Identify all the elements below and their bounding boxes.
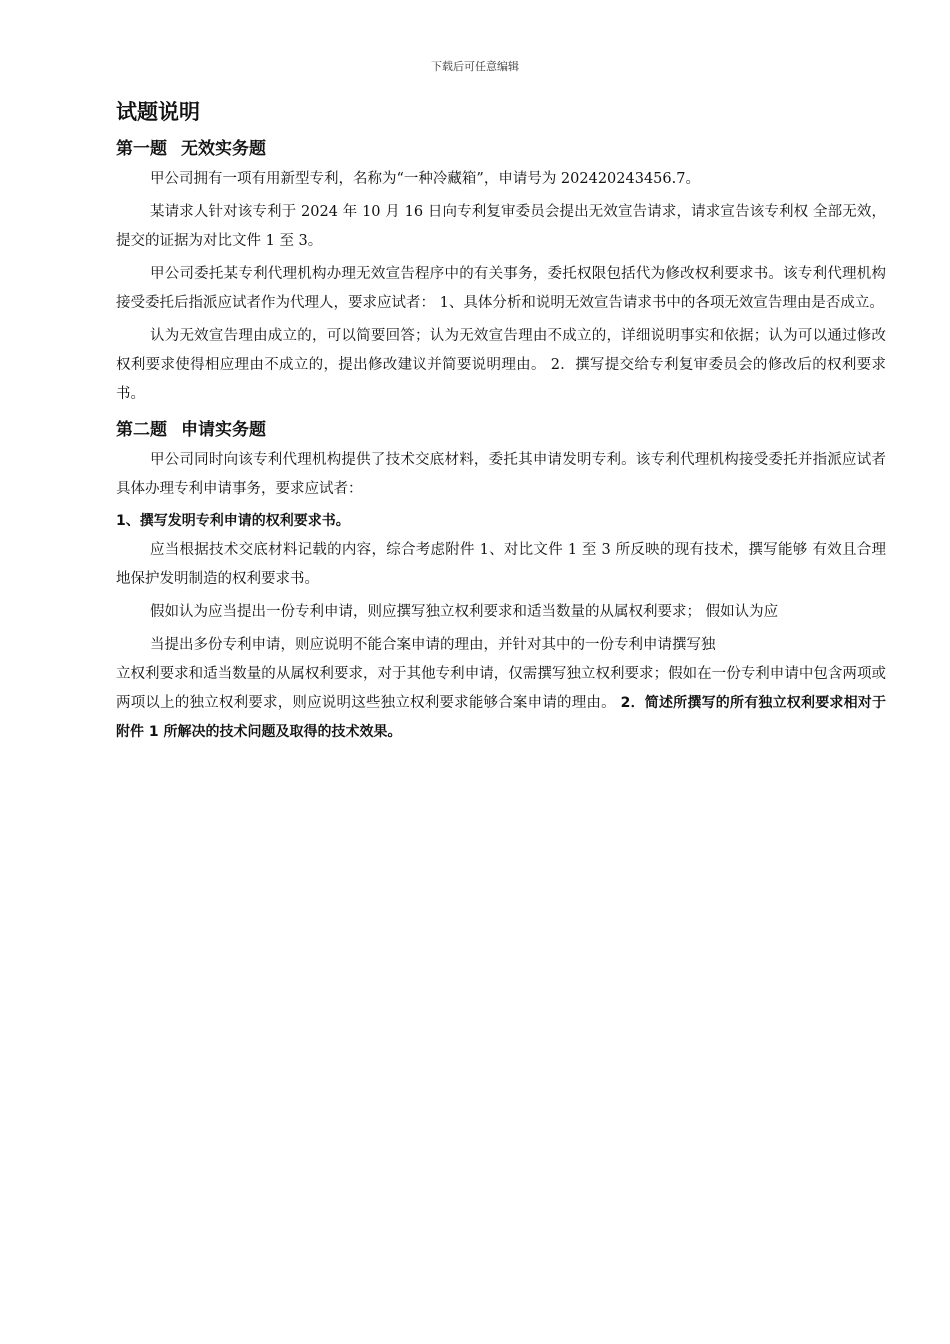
section-1-paragraph-3: 甲公司委托某专利代理机构办理无效宣告程序中的有关事务，委托权限包括代为修改权利要求书。该专利代理机构接受委托后指派应试者作为代理人，要求应试者： 1、具体分析和说明无效宣告请求书中的各项无效宣告理由是否成立。	[116, 266, 886, 311]
section-2-name: 申请实务题	[181, 420, 266, 440]
section-2-paragraph-3a: 假如认为应当提出一份专利申请，则应撰写独立权利要求和适当数量的从属权利要求； 假如认为应	[150, 604, 779, 620]
section-2-item-1: 1、撰写发明专利申请的权利要求书。	[116, 513, 350, 529]
section-2-heading	[116, 415, 886, 440]
section-1-paragraph-4: 认为无效宣告理由成立的，可以简要回答；认为无效宣告理由不成立的，详细说明事实和依据；认为可以通过修改权利要求使得相应理由不成立的，提出修改建议并简要说明理由。 2．撰写提交给专利复审委员会的修改后的权利要求书。	[116, 328, 886, 402]
section-2-paragraph-3b: 当提出多份专利申请，则应说明不能合案申请的理由，并针对其中的一份专利申请撰写独	[150, 637, 716, 653]
document-title: 试题说明	[116, 100, 200, 124]
section-1-paragraph-1: 甲公司拥有一项有用新型专利，名称为“一种冷藏箱”，申请号为 202420243456.7。	[150, 171, 700, 187]
section-2-number: 第二题	[116, 420, 167, 440]
section-2-paragraph-3c-text: 立权利要求和适当数量的从属权利要求，对于其他专利申请，仅需撰写独立权利要求；假如在一份专利申请中包含两项或两项以上的独立权利要求，则应说明这些独立权利要求能够合案申请的理由。	[116, 666, 886, 711]
section-2-item-2: 2．简述所撰写的所有独立权利要求相对于附件 1 所解决的技术问题及取得的技术效果。	[116, 695, 886, 740]
section-2-paragraph-2: 应当根据技术交底材料记载的内容，综合考虑附件 1、对比文件 1 至 3 所反映的现有技术，撰写能够 有效且合理地保护发明制造的权利要求书。	[116, 542, 886, 587]
section-1-name: 无效实务题	[181, 139, 266, 159]
section-2-paragraph-3c	[116, 660, 886, 747]
document-body	[116, 92, 886, 747]
section-1-paragraph-2: 某请求人针对该专利于 2024 年 10 月 16 日向专利复审委员会提出无效宣告请求，请求宣告该专利权 全部无效，提交的证据为对比文件 1 至 3。	[116, 204, 886, 249]
page-header: 下载后可任意编辑	[431, 60, 519, 73]
section-1-number: 第一题	[116, 139, 167, 159]
section-1-heading	[116, 134, 886, 159]
section-2-paragraph-1: 甲公司同时向该专利代理机构提供了技术交底材料，委托其申请发明专利。该专利代理机构接受委托并指派应试者具体办理专利申请事务，要求应试者：	[116, 452, 886, 497]
